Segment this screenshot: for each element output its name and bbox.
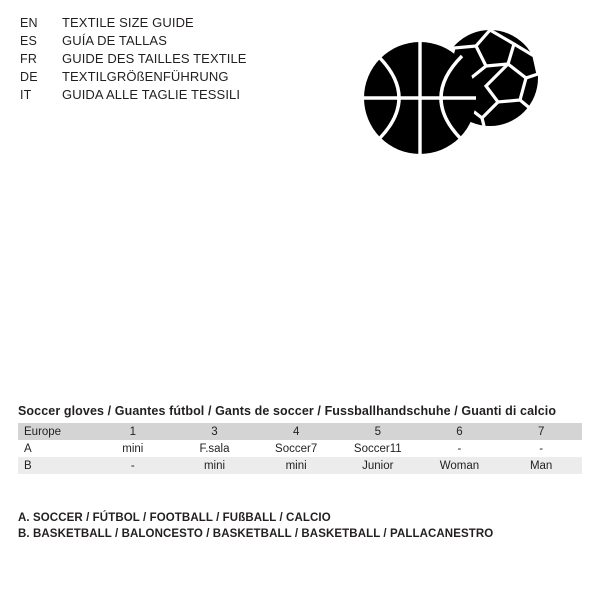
table-cell: mini — [174, 457, 256, 474]
language-title: TEXTILGRÖßENFÜHRUNG — [62, 69, 229, 84]
table-cell: Soccer11 — [353, 442, 402, 455]
table-row — [18, 457, 582, 474]
row-label: A — [24, 442, 32, 455]
footnotes-block — [18, 510, 578, 542]
table-header-cell: 1 — [92, 423, 174, 440]
basketball-icon — [364, 42, 476, 154]
language-row — [20, 68, 350, 86]
language-title: TEXTILE SIZE GUIDE — [62, 15, 194, 30]
balls-illustration — [358, 26, 558, 166]
table-header-cell: 6 — [419, 423, 501, 440]
table-header-cell: Europe — [18, 423, 92, 440]
language-title-block — [20, 14, 350, 104]
table-cell: mini — [255, 457, 337, 474]
table-cell: Woman — [419, 457, 501, 474]
table-header-row — [18, 423, 582, 440]
language-row — [20, 86, 350, 104]
table-cell: Man — [500, 457, 582, 474]
footnote-a: A. SOCCER / FÚTBOL / FOOTBALL / FUßBALL / CALCIO — [18, 512, 331, 524]
table-cell: - — [457, 442, 462, 455]
footnote-b: B. BASKETBALL / BALONCESTO / BASKETBALL / BASKETBALL / PALLACANESTRO — [18, 528, 494, 540]
table-row — [18, 440, 582, 457]
table-header-cell: 4 — [255, 423, 337, 440]
language-title: GUIDA ALLE TAGLIE TESSILI — [62, 87, 241, 102]
language-title: GUÍA DE TALLAS — [62, 33, 167, 48]
table-cell: F.sala — [199, 442, 230, 455]
table-cell: Junior — [337, 457, 419, 474]
language-code: ES — [20, 34, 38, 48]
language-row — [20, 50, 350, 68]
table-header-cell: 5 — [337, 423, 419, 440]
language-row — [20, 14, 350, 32]
row-label: B — [18, 457, 92, 474]
language-code: DE — [20, 70, 38, 84]
language-title: GUIDE DES TAILLES TEXTILE — [62, 51, 247, 66]
table-cell: - — [539, 442, 544, 455]
table-cell: mini — [122, 442, 144, 455]
table-cell: Soccer7 — [275, 442, 318, 455]
language-code: IT — [20, 88, 32, 102]
size-table-section — [18, 404, 582, 474]
language-code: FR — [20, 52, 38, 66]
table-header-cell: 3 — [174, 423, 256, 440]
table-cell: - — [92, 457, 174, 474]
language-row — [20, 32, 350, 50]
table-header-cell: 7 — [500, 423, 582, 440]
size-table — [18, 423, 582, 474]
table-heading: Soccer gloves / Guantes fútbol / Gants de soccer / Fussballhandschuhe / Guanti di calcio — [18, 404, 557, 418]
language-code: EN — [20, 16, 38, 30]
